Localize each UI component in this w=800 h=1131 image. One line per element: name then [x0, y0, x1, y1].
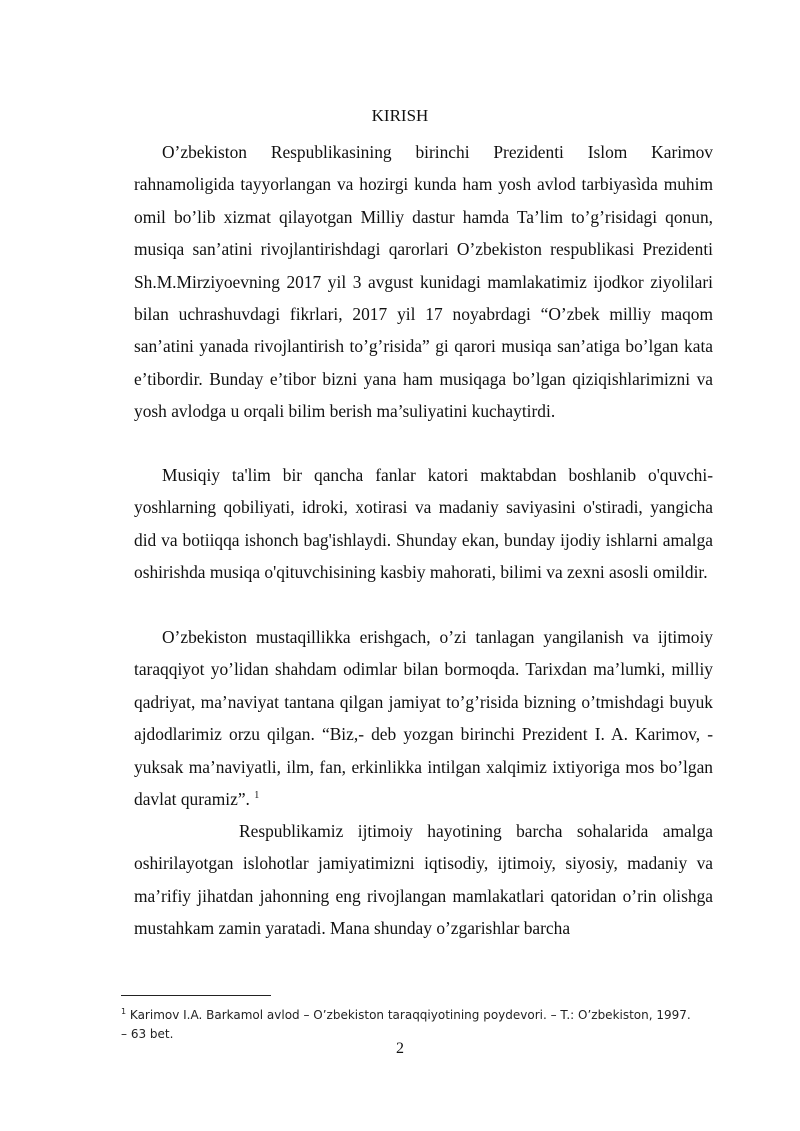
section-title: KIRISH [371, 106, 429, 125]
paragraph-text: O’zbekiston Respublikasining birinchi Prezidenti Islom Karimov rahnamoligida tayyorlangan va hozirgi kunda ham yosh avlod tarbiyasìda muhim omil bo’lib xizmat qilayotgan Milliy dastur hamda Ta’lim to’g’risidagi qonun, musiqa san’atini rivojlantirishdagi qarorlari O’zbekiston respublikasi Prezidenti Sh.M.Mirziyoevning 2017 yil 3 avgust kunidagi mamlakatimiz ijodkor ziyolilari bilan uchrashuvdagi fikrlari, 2017 yil 17 noyabrdagi “O’zbek milliy maqom san’atini yanada rivojlantirish to’g’risida” gi qarori musiqa san’atiga bo’lgan kata e’tibordir. Bunday e’tibor bizni yana ham musiqaga bo’lgan qiziqishlarimizni va yosh avlodga u orqali bilim berish ma’suliyatini kuchaytirdi. [134, 142, 713, 422]
footnote-marker: 1 [121, 1007, 127, 1016]
footnote [121, 1002, 691, 1044]
paragraph-text-body: O’zbekiston mustaqillikka erishgach, o’zi tanlagan yangilanish va ijtimoiy taraqqiyot yo’lidan shahdam odimlar bilan bormoqda. Tarixdan ma’lumki, milliy qadriyat, ma’naviyat tantana qilgan jamiyat to’g’risida bizning o’tmishdagi buyuk ajdodlarimiz orzu qilgan. “Biz,- deb yozgan birinchi Prezident I. A. Karimov, - yuksak ma’naviyatli, ilm, fan, erkinlikka intilgan xalqimiz ixtiyoriga mos bo’lgan davlat quramiz”. [134, 627, 713, 810]
paragraph-music-education [134, 459, 713, 589]
paragraph-reforms [134, 815, 713, 945]
footnote-text: Karimov I.A. Barkamol avlod – O’zbekiston taraqqiyotining poydevori. – T.: O’zbekiston, 1997. – 63 bet. [121, 1008, 691, 1041]
paragraph-text: Musiqiy ta'lim bir qancha fanlar katori maktabdan boshlanib o'quvchi-yoshlarning qobiliyati, idroki, xotirasi va madaniy saviyasini o'stiradi, yangicha did va botiiqqa ishonch bag'ishlaydi. Shunday ekan, bunday ijodiy ishlarni amalga oshirishda musiqa o'qituvchisining kasbiy mahorati, bilimi va zexni asosli omildir. [134, 465, 713, 583]
footnote-reference[interactable]: 1 [254, 790, 260, 802]
paragraph-text: Respublikamiz ijtimoiy hayotining barcha sohalarida amalga oshirilayotgan islohotlar jamiyatimizni iqtisodiy, ijtimoiy, siyosiy, madaniy va ma’rifiy jihatdan jahonning eng rivojlangan mamlakatlari qatoridan o’rin olishga mustahkam zamin yaratadi. Mana shunday o’zgarishlar barcha [134, 821, 713, 939]
page-number: 2 [396, 1040, 404, 1057]
footnote-separator [121, 995, 271, 996]
paragraph-text [134, 621, 713, 815]
paragraph-intro [134, 136, 713, 428]
paragraph-independence [134, 621, 713, 815]
